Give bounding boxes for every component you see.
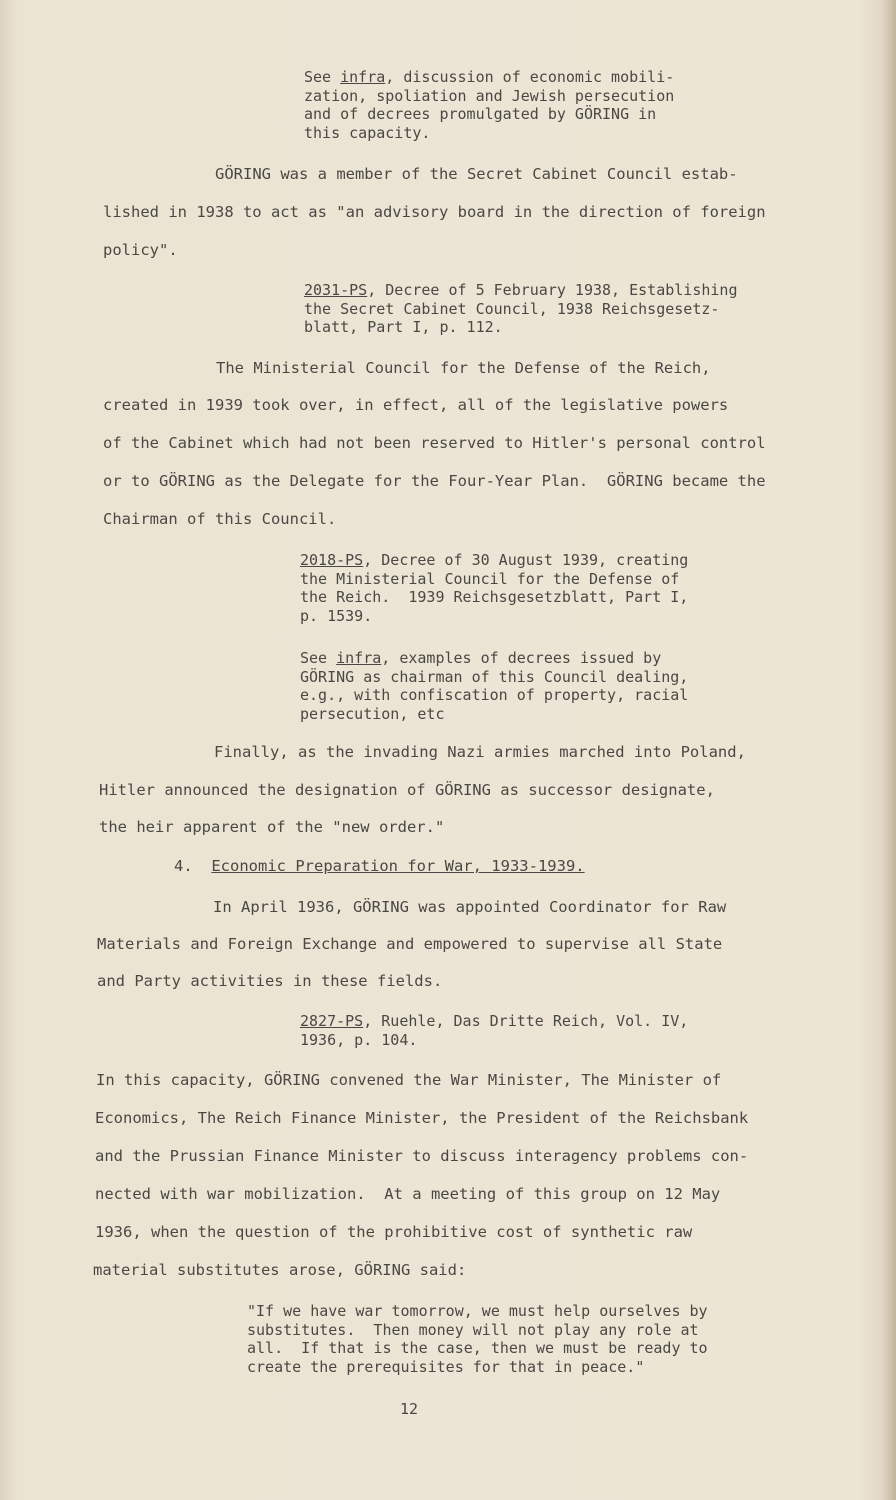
- page-number: 12: [400, 1400, 419, 1418]
- note-line: the Ministerial Council for the Defense of: [300, 569, 680, 588]
- quote-line: create the prerequisites for that in peace.": [247, 1357, 645, 1376]
- section-title: Economic Preparation for War, 1933-1939.: [211, 857, 585, 875]
- section-number: 4.: [174, 857, 193, 875]
- note-line: the Reich. 1939 Reichsgesetzblatt, Part I,: [300, 588, 689, 606]
- note-line: See infra, examples of decrees issued by: [300, 649, 662, 667]
- note-see-infra-economic: [304, 68, 674, 142]
- page-edge-shadow: [882, 0, 896, 1500]
- note-2018-ps: [300, 551, 688, 625]
- document-reference: 2031-PS: [304, 281, 368, 299]
- note-line: persecution, etc: [300, 704, 445, 723]
- note-2827-ps: [300, 1012, 688, 1049]
- document-reference: 2018-PS: [300, 551, 364, 569]
- note-line: this capacity.: [304, 123, 431, 142]
- note-line: 2031-PS, Decree of 5 February 1938, Establishing: [304, 281, 738, 299]
- note-2031-ps: [304, 281, 737, 337]
- quote-line: all. If that is the case, then we must be ready to: [247, 1339, 708, 1357]
- document-page: See infra, discussion of economic mobili- zation, spoliation and Jewish persecution and of decrees promulgated by GÖRING in this capacity. GÖRING was a member of the Secret Cabinet Council estab- lished in 1938 to act as "an advisory board in the direction of foreign policy". 2031-PS, Decree of 5 February 1938, Establishing the Secret Cabinet Council, 1938 Reichsgesetz- blatt, Part I, p. 112. The Ministerial Council for the Defense of the Reich, created in 1939 took over, in effect, all of the legislative powers of the Cabinet which had not been reserved to Hitler's personal control or to GÖRING as the Delegate for the Four-Year Plan. GÖRING became the Chairman of this Council. 2018-PS, Decree of 30 August 1939, creating the Ministerial Council for the Defense of the Reich. 1939 Reichsgesetzblatt, Part I, p. 1539. See infra, examples of decrees issued by GÖRING as chairman of this Council dealing, e.g., with confiscation of property, racial persecution, etc Finally, as the invading Nazi armies marched into Poland, Hitler announced the designation of GÖRING as successor designate, the heir apparent of the "new order." 4. Economic Preparation for War, 1933-1939. In April 1936, GÖRING was appointed Coordinator for Raw Materials and Foreign Exchange and empowered to supervise all State and Party activities in these fields. 2827-PS, Ruehle, Das Dritte Reich, Vol. IV, 1936, p. 104. In this capacity, GÖRING convened the War Minister, The Minister of Economics, The Reich Finance Minister, the President of the Reichsbank and the Prussian Finance Minister to discuss interagency problems con- nected with war mobilization. At a meeting of this group on 12 May 1936, when the question of the prohibitive cost of synthetic raw material substitutes arose, GÖRING said: "If we have war tomorrow, we must help ourselves by substitutes. Then money will not play any role at all. If that is the case, then we must be ready to create the prerequisites for that in peace." 12: [0, 0, 896, 1500]
- note-line: zation, spoliation and Jewish persecution: [304, 86, 675, 105]
- note-line: GÖRING as chairman of this Council dealing,: [300, 667, 689, 686]
- quote-line: "If we have war tomorrow, we must help ourselves by: [247, 1302, 708, 1320]
- quote-line: substitutes. Then money will not play any role at: [247, 1320, 699, 1339]
- note-line: 2018-PS, Decree of 30 August 1939, creating: [300, 551, 689, 569]
- note-line: e.g., with confiscation of property, racial: [300, 686, 689, 704]
- infra-reference: infra: [336, 649, 382, 667]
- infra-reference: infra: [340, 68, 386, 86]
- note-line: See infra, discussion of economic mobili-: [304, 68, 675, 86]
- note-line: the Secret Cabinet Council, 1938 Reichsgesetz-: [304, 299, 720, 318]
- note-line: blatt, Part I, p. 112.: [304, 318, 503, 336]
- note-line: and of decrees promulgated by GÖRING in: [304, 105, 657, 123]
- note-line: p. 1539.: [300, 606, 373, 625]
- note-see-infra-decrees: [300, 649, 688, 723]
- document-reference: 2827-PS: [300, 1012, 364, 1030]
- note-line: 2827-PS, Ruehle, Das Dritte Reich, Vol. IV,: [300, 1012, 689, 1030]
- block-quote: [247, 1302, 708, 1376]
- note-line: 1936, p. 104.: [300, 1030, 418, 1049]
